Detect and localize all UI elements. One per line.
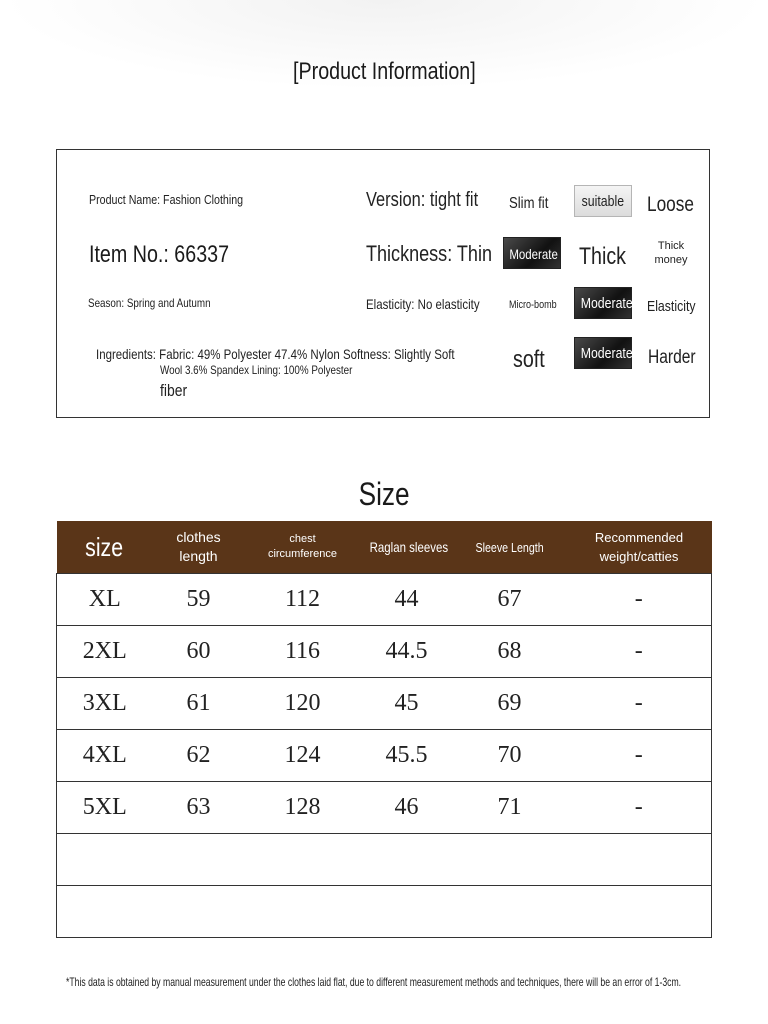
table-row xyxy=(57,834,712,886)
cell-recommended-weight: - xyxy=(567,678,712,730)
thickness-label: Thickness: Thin xyxy=(366,241,492,266)
cell-chest-circumference xyxy=(245,886,361,938)
version-option-loose: Loose xyxy=(647,193,694,216)
cell-sleeve-length: 68 xyxy=(453,626,567,678)
cell-clothes-length: 60 xyxy=(153,626,245,678)
cell-raglan-sleeves: 46 xyxy=(361,782,453,834)
cell-clothes-length: 62 xyxy=(153,730,245,782)
cell-size: 5XL xyxy=(57,782,153,834)
cell-size: 3XL xyxy=(57,678,153,730)
header-size: size xyxy=(57,521,153,574)
season: Season: Spring and Autumn xyxy=(88,296,211,310)
cell-sleeve-length: 67 xyxy=(453,574,567,626)
cell-clothes-length xyxy=(153,886,245,938)
cell-raglan-sleeves xyxy=(361,886,453,938)
softness-option-soft: soft xyxy=(513,346,545,373)
cell-clothes-length: 61 xyxy=(153,678,245,730)
cell-raglan-sleeves: 45 xyxy=(361,678,453,730)
measurement-footnote: *This data is obtained by manual measurement under the clothes laid flat, due to different measurement methods and techniques, there will be an error of 1-3cm. xyxy=(66,975,682,989)
cell-raglan-sleeves: 45.5 xyxy=(361,730,453,782)
version-label: Version: tight fit xyxy=(366,189,479,211)
cell-raglan-sleeves xyxy=(361,834,453,886)
cell-sleeve-length xyxy=(453,834,567,886)
cell-size: XL xyxy=(57,574,153,626)
cell-recommended-weight: - xyxy=(567,574,712,626)
cell-size: 4XL xyxy=(57,730,153,782)
page-title: [Product Information] xyxy=(292,58,476,85)
cell-chest-circumference: 112 xyxy=(245,574,361,626)
cell-chest-circumference xyxy=(245,834,361,886)
header-chest-circumference: chest circumference xyxy=(245,521,361,574)
item-number: Item No.: 66337 xyxy=(89,241,230,268)
cell-raglan-sleeves: 44.5 xyxy=(361,626,453,678)
table-row xyxy=(57,782,712,834)
thickness-option-moderate: Moderate xyxy=(503,237,561,269)
cell-recommended-weight: - xyxy=(567,730,712,782)
table-row xyxy=(57,886,712,938)
ingredients-line-2: Wool 3.6% Spandex Lining: 100% Polyester xyxy=(160,363,353,377)
product-name: Product Name: Fashion Clothing xyxy=(89,192,244,207)
header-raglan-sleeves: Raglan sleeves xyxy=(361,521,453,574)
cell-recommended-weight xyxy=(567,834,712,886)
elasticity-option-micro-bomb: Micro-bomb xyxy=(509,299,557,311)
table-row xyxy=(57,730,712,782)
cell-recommended-weight: - xyxy=(567,626,712,678)
header-sleeve-length: Sleeve Length xyxy=(453,521,567,574)
cell-sleeve-length xyxy=(453,886,567,938)
elasticity-option-moderate-selected: Moderate xyxy=(574,287,632,319)
cell-clothes-length: 59 xyxy=(153,574,245,626)
ingredients-line-3: fiber xyxy=(160,381,188,400)
cell-clothes-length: 63 xyxy=(153,782,245,834)
cell-clothes-length xyxy=(153,834,245,886)
cell-recommended-weight: - xyxy=(567,782,712,834)
cell-sleeve-length: 70 xyxy=(453,730,567,782)
table-row xyxy=(57,678,712,730)
softness-option-harder: Harder xyxy=(648,347,696,368)
cell-size xyxy=(57,834,153,886)
header-clothes-length: clothes length xyxy=(153,521,245,574)
header-recommended-weight: Recommended weight/catties xyxy=(567,521,712,574)
version-option-slim: Slim fit xyxy=(509,195,549,212)
size-table-header-row xyxy=(57,521,712,574)
ingredients-line-1: Ingredients: Fabric: 49% Polyester 47.4% Nylon Softness: Slightly Soft xyxy=(96,346,455,362)
cell-chest-circumference: 116 xyxy=(245,626,361,678)
cell-sleeve-length: 69 xyxy=(453,678,567,730)
size-table xyxy=(56,521,712,938)
table-row xyxy=(57,574,712,626)
cell-size xyxy=(57,886,153,938)
table-row xyxy=(57,626,712,678)
thickness-option-thick-money: Thick money xyxy=(654,240,688,266)
cell-raglan-sleeves: 44 xyxy=(361,574,453,626)
cell-sleeve-length: 71 xyxy=(453,782,567,834)
thickness-option-thick: Thick xyxy=(579,243,627,270)
elasticity-label: Elasticity: No elasticity xyxy=(366,296,480,312)
cell-chest-circumference: 120 xyxy=(245,678,361,730)
size-section-title: Size xyxy=(358,476,410,512)
product-info-box xyxy=(56,149,710,418)
version-option-suitable-selected: suitable xyxy=(574,185,632,217)
softness-option-moderate-selected: Moderate xyxy=(574,337,632,369)
elasticity-option-elasticity: Elasticity xyxy=(647,298,696,315)
cell-recommended-weight xyxy=(567,886,712,938)
cell-chest-circumference: 128 xyxy=(245,782,361,834)
cell-chest-circumference: 124 xyxy=(245,730,361,782)
cell-size: 2XL xyxy=(57,626,153,678)
